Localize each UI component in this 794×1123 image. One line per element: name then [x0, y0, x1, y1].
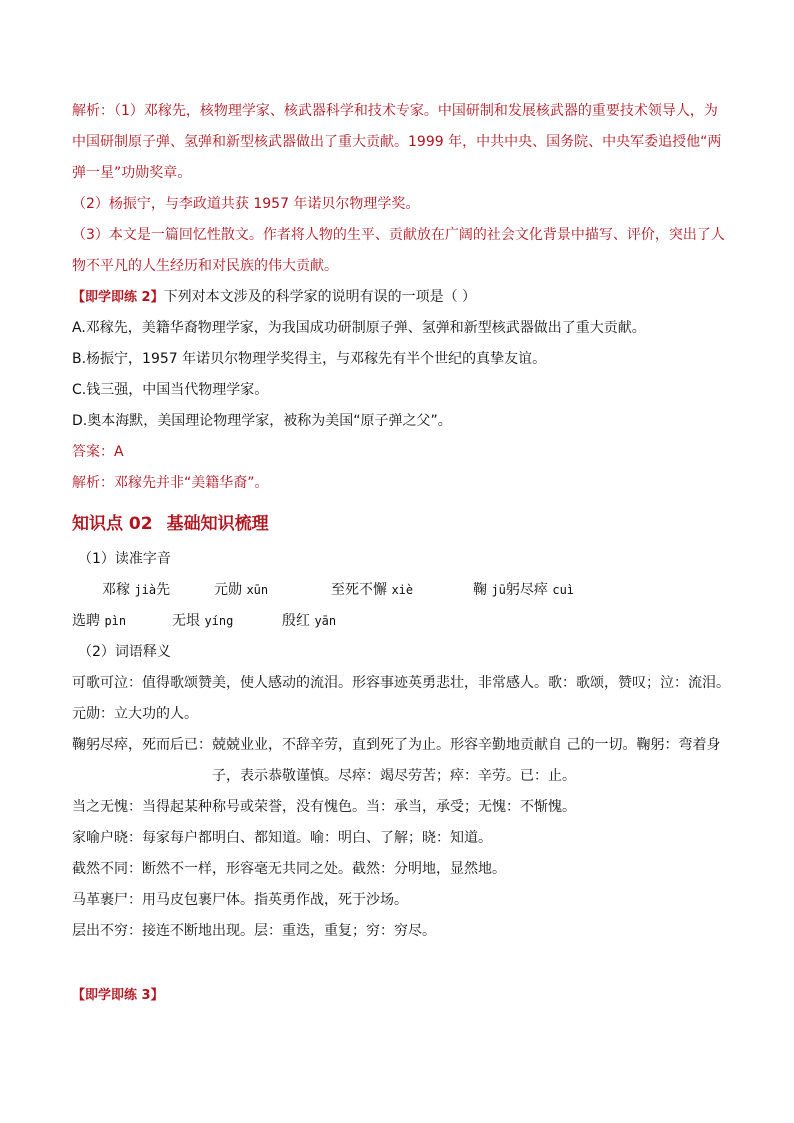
pron-item-1: [102, 580, 170, 600]
option-c: C.钱三强，中国当代物理学家。: [72, 382, 269, 398]
section-number: 知识点 02: [72, 514, 153, 534]
pron-item-5: [72, 611, 126, 631]
pron-word: 元勋: [214, 582, 247, 598]
answer-analysis: 解析：邓稼先并非“美籍华裔”。: [72, 475, 269, 491]
practice3-tag: 【即学即练 3】: [72, 988, 164, 1003]
pron-word-tail: 躬尽瘁: [505, 582, 553, 598]
vocab-item-4: 当之无愧：当得起某种称号或荣誉，没有愧色。当：承当，承受；无愧：不惭愧。: [72, 799, 576, 815]
analysis-line-2: 中国研制原子弹、氢弹和新型核武器做出了重大贡献。1999 年，中共中央、国务院、中央军委追授他“两: [72, 134, 722, 150]
pron-item-2: [214, 580, 268, 600]
pron-pinyin: pìn: [104, 614, 127, 628]
practice2-question: 下列对本文涉及的科学家的说明有误的一项是（ ）: [163, 289, 477, 305]
practice2-question-line: [72, 287, 476, 308]
pron-word: 殷红: [282, 613, 315, 629]
vocab-label: （2）词语释义: [78, 644, 171, 660]
pronunciation-label: （1）读准字音: [78, 551, 171, 567]
analysis-line-6: 物不平凡的人生经历和对民族的伟大贡献。: [72, 258, 338, 274]
pron-word: 邓稼: [102, 582, 135, 598]
pron-pinyin: xiè: [391, 583, 414, 597]
option-a: A.邓稼先，美籍华裔物理学家，为我国成功研制原子弹、氢弹和新型核武器做出了重大贡献。: [72, 320, 646, 336]
pron-item-6: [172, 611, 233, 631]
pron-item-3: [331, 580, 413, 600]
pron-word: 鞠: [473, 582, 492, 598]
pron-word: 无垠: [172, 613, 205, 629]
pron-pinyin-cui: cuì: [552, 583, 575, 597]
pron-word: 至死不懈: [331, 582, 392, 598]
pron-word: 选聘: [72, 613, 105, 629]
analysis-line-1: 解析：（1）邓稼先，核物理学家、核武器科学和技术专家。中国研制和发展核武器的重要技术领导人，为: [72, 103, 718, 119]
vocab-item-3-cont: 子，表示恭敬谨慎。尽瘁：竭尽劳苦；瘁：辛劳。已：止。: [212, 768, 576, 784]
pron-pinyin: yíng: [204, 614, 234, 628]
vocab-item-6: 截然不同：断然不一样，形容毫无共同之处。截然：分明地，显然地。: [72, 861, 506, 877]
practice3-line: [72, 985, 164, 1006]
section-title: 基础知识梳理: [166, 514, 269, 534]
answer: 答案：A: [72, 444, 124, 460]
vocab-item-1: 可歌可泣：值得歌颂赞美，使人感动的流泪。形容事迹英勇悲壮，非常感人。歌：歌颂，赞叹；泣：流泪。: [72, 675, 730, 691]
vocab-item-8: 层出不穷：接连不断地出现。层：重迭，重复；穷：穷尽。: [72, 923, 436, 939]
pron-pinyin: jū: [491, 583, 506, 597]
pron-word-tail: 先: [156, 582, 171, 598]
pron-pinyin: xūn: [246, 583, 269, 597]
analysis-line-5: （3）本文是一篇回忆性散文。作者将人物的生平、贡献放在广阔的社会文化背景中描写、评价，突出了人: [72, 227, 725, 243]
vocab-item-3: 鞠躬尽瘁，死而后已：兢兢业业，不辞辛劳，直到死了为止。形容辛勤地贡献自 己的一切。鞠躬：弯着身: [72, 737, 721, 753]
section-heading: [72, 509, 269, 534]
pron-pinyin: yān: [314, 614, 337, 628]
option-d: D.奥本海默，美国理论物理学家，被称为美国“原子弹之父”。: [72, 413, 452, 429]
pron-item-7: [282, 611, 336, 631]
vocab-item-2: 元勋：立大功的人。: [72, 706, 198, 722]
option-b: B.杨振宁，1957 年诺贝尔物理学奖得主，与邓稼先有半个世纪的真挚友谊。: [72, 351, 547, 367]
pron-item-4: [473, 580, 574, 600]
pron-pinyin: jià: [134, 583, 157, 597]
vocab-item-7: 马革裹尸：用马皮包裹尸体。指英勇作战，死于沙场。: [72, 892, 408, 908]
vocab-item-5: 家喻户晓：每家每户都明白、都知道。喻：明白、了解；晓：知道。: [72, 830, 492, 846]
analysis-line-3: 弹一星”功勋奖章。: [72, 165, 192, 181]
practice2-tag: 【即学即练 2】: [72, 290, 164, 305]
analysis-line-4: （2）杨振宁，与李政道共获 1957 年诺贝尔物理学奖。: [72, 196, 420, 212]
